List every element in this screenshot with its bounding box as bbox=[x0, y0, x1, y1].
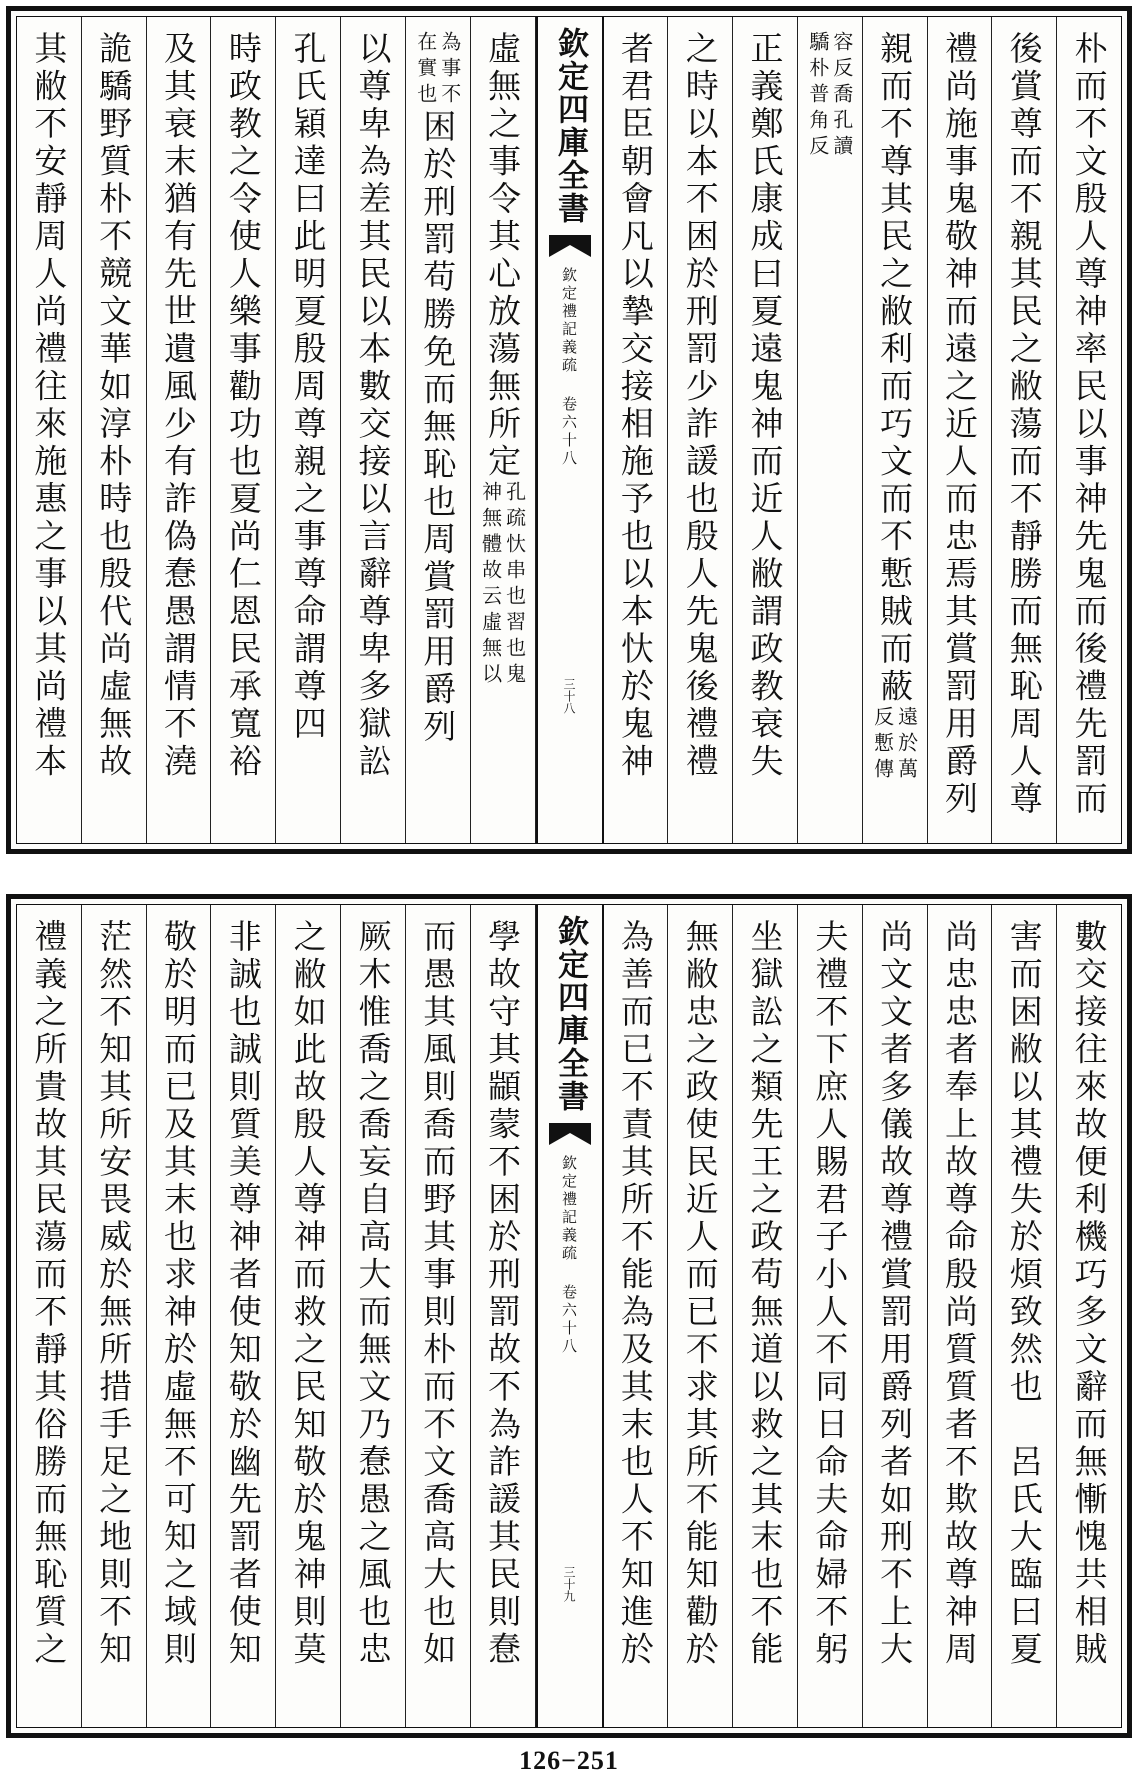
center-margin bbox=[536, 17, 604, 843]
text-column bbox=[406, 905, 471, 1727]
main-text: 尚忠忠者奉上故尊命殷尚質質者不欺故尊神周 bbox=[939, 919, 979, 1669]
page-number: 126−251 bbox=[519, 1746, 619, 1775]
volume-label: 欽定禮記義疏 卷六十八 bbox=[560, 267, 578, 468]
main-text: 茫然不知其所安畏威於無所措手足之地則不知 bbox=[94, 919, 134, 1669]
text-column bbox=[863, 905, 928, 1727]
note-line: 神無體故云虛無以 bbox=[478, 481, 503, 689]
main-text: 夫禮不下庶人賜君子小人不同日命夫命婦不躬 bbox=[810, 919, 850, 1669]
main-text: 朴而不文殷人尊神率民以事神先鬼而後禮先罰而 bbox=[1069, 31, 1109, 819]
text-column bbox=[147, 17, 212, 843]
main-text: 虛無之事令其心放蕩無所定 bbox=[483, 31, 523, 481]
main-text: 之敝如此故殷人尊神而救之民知敬於鬼神則莫 bbox=[288, 919, 328, 1669]
main-text: 無敝忠之政使民近人而已不求其所不能知勸於 bbox=[680, 919, 720, 1669]
main-text: 為善而已不責其所不能為及其末也人不知進於 bbox=[615, 919, 655, 1669]
main-text: 親而不尊其民之敝利而巧文而不慙賊而蔽 bbox=[875, 31, 915, 706]
text-column bbox=[668, 17, 733, 843]
text-column bbox=[1057, 905, 1121, 1727]
main-text: 禮尚施事鬼敬神而遠之近人而忠焉其賞罰用爵列 bbox=[939, 31, 979, 819]
text-column bbox=[341, 905, 406, 1727]
text-column bbox=[211, 17, 276, 843]
main-text: 困於刑罰苟勝免而無恥也周賞罰用爵列 bbox=[418, 109, 458, 747]
main-text: 孔氏穎達曰此明夏殷周尊親之事尊命謂尊四 bbox=[288, 31, 328, 744]
text-column bbox=[798, 905, 863, 1727]
text-column bbox=[147, 905, 212, 1727]
text-column bbox=[733, 905, 798, 1727]
main-text: 厥木惟喬之喬妄自高大而無文乃惷愚之風也忠 bbox=[353, 919, 393, 1669]
text-column bbox=[992, 17, 1057, 843]
main-text: 而愚其風則喬而野其事則朴而不文喬高大也如 bbox=[418, 919, 458, 1669]
folio-number: 三十九 bbox=[562, 1566, 576, 1602]
main-text: 禮義之所貴故其民蕩而不靜其俗勝而無恥質之 bbox=[29, 919, 69, 1669]
main-text: 之時以本不困於刑罰少詐諼也殷人先鬼後禮禮 bbox=[680, 31, 720, 781]
text-column bbox=[992, 905, 1057, 1727]
main-text: 及其衰末猶有先世遺風少有詐偽惷愚謂情不澆 bbox=[159, 31, 199, 781]
text-column bbox=[604, 905, 669, 1727]
page-top bbox=[6, 6, 1132, 854]
note-line: 容反喬孔讀 bbox=[829, 31, 854, 161]
main-text: 非誠也誠則質美尊神者使知敬於幽先罰者使知 bbox=[223, 919, 263, 1669]
main-text: 學故守其顓蒙不困於刑罰故不為詐諼其民則惷 bbox=[483, 919, 523, 1669]
main-text: 時政教之令使人樂事勸功也夏尚仁恩民承寬裕 bbox=[223, 31, 263, 781]
main-text: 詭驕野質朴不競文華如淳朴時也殷代尚虛無故 bbox=[94, 31, 134, 781]
book-title: 欽定四庫全書 bbox=[552, 27, 588, 225]
text-column bbox=[733, 17, 798, 843]
folio-number: 三十八 bbox=[562, 678, 576, 714]
note-line: 反慙傳 bbox=[870, 706, 895, 784]
commentary-note bbox=[413, 31, 462, 109]
text-column bbox=[928, 17, 993, 843]
text-column bbox=[17, 17, 82, 843]
main-text: 數交接往來故便利機巧多文辭而無慚愧共相賊 bbox=[1069, 919, 1109, 1669]
commentary-note bbox=[870, 706, 919, 784]
note-line: 孔疏忕串也習也鬼 bbox=[502, 481, 527, 689]
note-line: 為事不 bbox=[437, 31, 462, 109]
fishtail-mark-icon bbox=[547, 233, 593, 259]
text-column bbox=[276, 17, 341, 843]
text-column bbox=[406, 17, 471, 843]
note-line: 驕朴普角反 bbox=[805, 31, 830, 161]
text-columns bbox=[17, 905, 1121, 1727]
main-text: 敬於明而已及其末也求神於虛無不可知之域則 bbox=[159, 919, 199, 1669]
main-text: 尚文文者多儀故尊禮賞罰用爵列者如刑不上大 bbox=[875, 919, 915, 1669]
text-column bbox=[1057, 17, 1121, 843]
main-text: 以尊卑為差其民以本數交接以言辭尊卑多獄訟 bbox=[353, 31, 393, 781]
note-line: 遠於萬 bbox=[894, 706, 919, 784]
text-column bbox=[928, 905, 993, 1727]
main-text: 害而困敝以其禮失於煩致然也 呂氏大臨曰夏 bbox=[1004, 919, 1044, 1669]
main-text: 坐獄訟之類先王之政苟無道以救之其末也不能 bbox=[745, 919, 785, 1669]
commentary-note bbox=[478, 481, 527, 689]
note-line: 在實也 bbox=[413, 31, 438, 109]
page-bottom bbox=[6, 894, 1132, 1738]
main-text: 者君臣朝會凡以摯交接相施予也以本忕於鬼神 bbox=[615, 31, 655, 781]
book-title: 欽定四庫全書 bbox=[552, 915, 588, 1113]
text-column bbox=[82, 17, 147, 843]
fishtail-mark-icon bbox=[547, 1121, 593, 1147]
text-column bbox=[798, 17, 863, 843]
center-margin bbox=[536, 905, 604, 1727]
text-column bbox=[341, 17, 406, 843]
text-column bbox=[604, 17, 669, 843]
text-column bbox=[863, 17, 928, 843]
text-columns bbox=[17, 17, 1121, 843]
main-text: 後賞尊而不親其民之敝蕩而不靜勝而無恥周人尊 bbox=[1004, 31, 1044, 819]
text-column bbox=[82, 905, 147, 1727]
text-column bbox=[471, 905, 536, 1727]
text-column bbox=[211, 905, 276, 1727]
text-column bbox=[668, 905, 733, 1727]
text-column bbox=[17, 905, 82, 1727]
volume-label: 欽定禮記義疏 卷六十八 bbox=[560, 1155, 578, 1356]
commentary-note bbox=[805, 31, 854, 161]
main-text: 正義鄭氏康成曰夏遠鬼神而近人敝謂政教衰失 bbox=[745, 31, 785, 781]
text-column bbox=[276, 905, 341, 1727]
text-column bbox=[471, 17, 536, 843]
main-text: 其敝不安靜周人尚禮往來施惠之事以其尚禮本 bbox=[29, 31, 69, 781]
